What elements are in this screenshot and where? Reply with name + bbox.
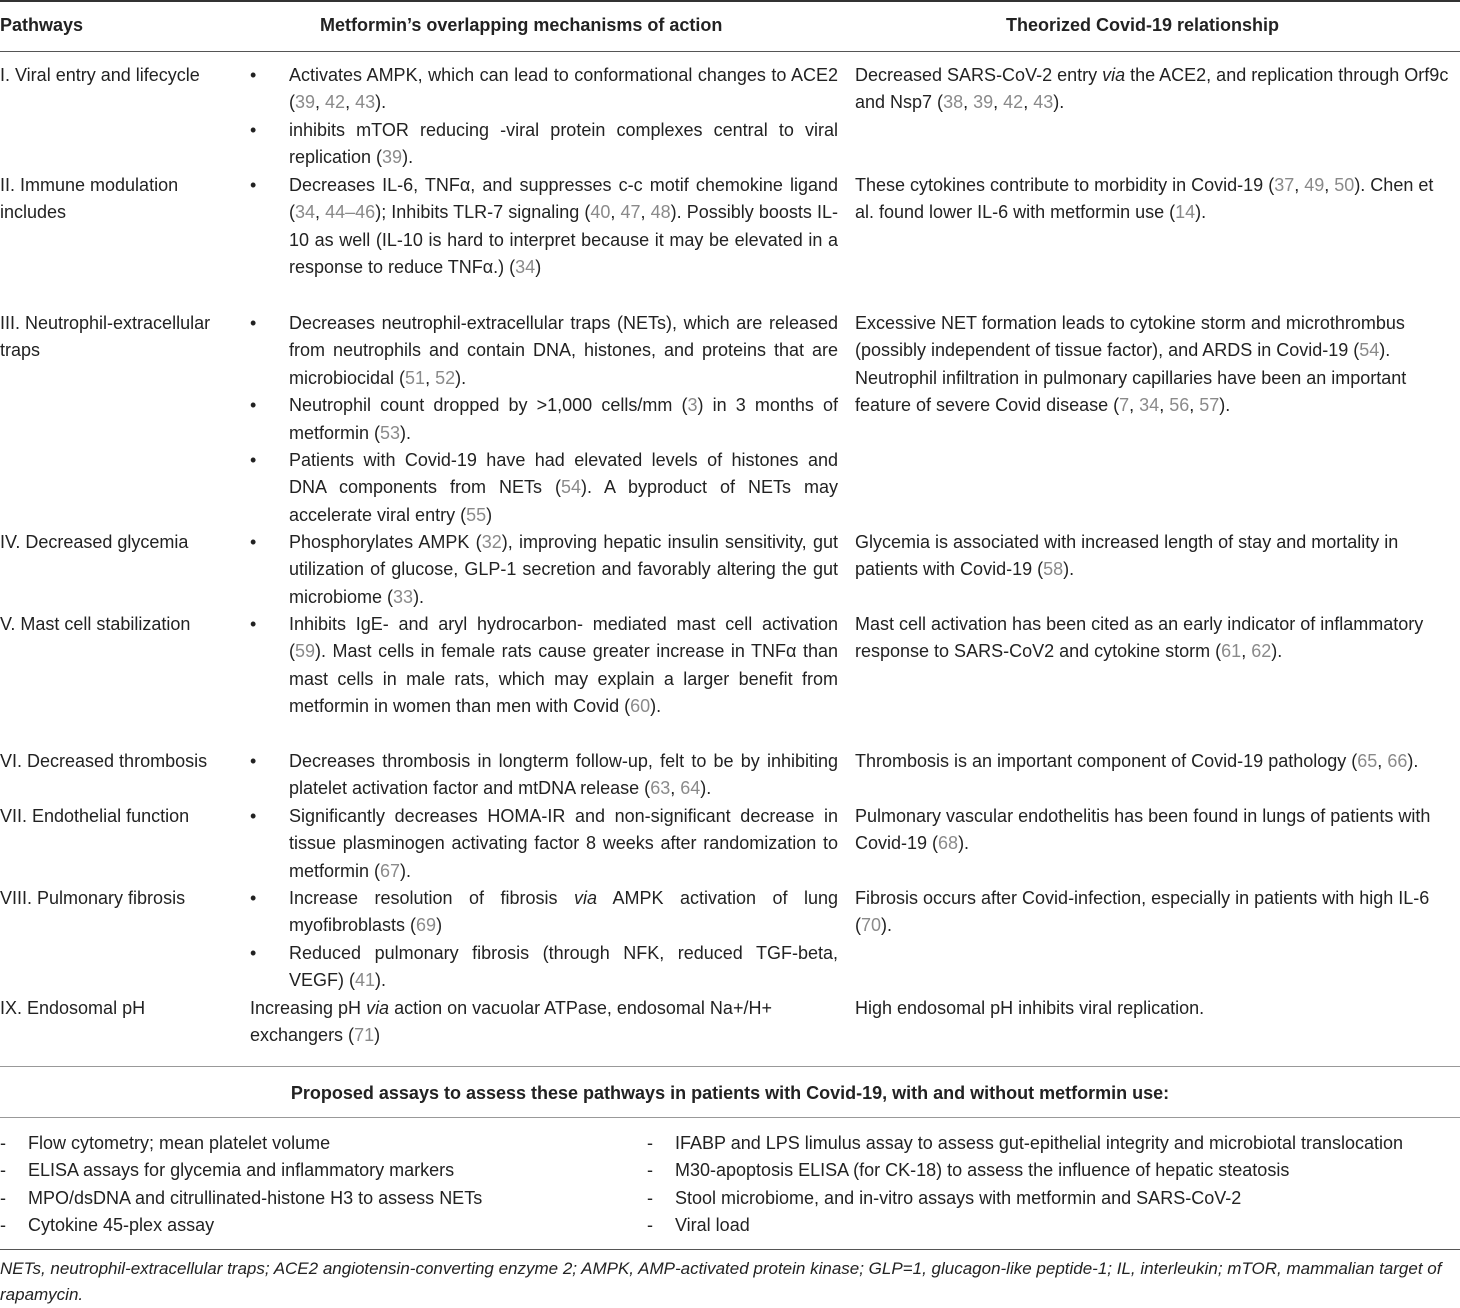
assay-label: MPO/dsDNA and citrullinated-histone H3 to assess NETs <box>28 1187 483 1208</box>
text-run: ). <box>958 833 970 854</box>
text-run: , <box>425 367 436 388</box>
text-run: , <box>1159 395 1170 416</box>
reference-number[interactable]: 39 <box>382 147 403 168</box>
reference-number[interactable]: 51 <box>405 367 426 388</box>
mechanism-cell <box>250 62 838 172</box>
mechanism-cell <box>250 310 838 529</box>
reference-number[interactable]: 50 <box>1334 175 1355 195</box>
text-run: ). Possibly boosts IL-10 as well (IL-10 is hard to interpret because it may be elevated in a response to reduce TNFα.) ( <box>289 202 838 278</box>
dash-icon: - <box>647 1160 653 1181</box>
text-run: Neutrophil count dropped by >1,000 cells/mm ( <box>289 395 688 416</box>
header-covid: Theorized Covid-19 relationship <box>1006 15 1280 35</box>
reference-number[interactable]: 39 <box>295 92 316 113</box>
text-run: Inhibits IgE- and aryl hydrocarbon- mediated mast cell activation ( <box>289 614 838 662</box>
reference-number[interactable]: 43 <box>355 92 376 113</box>
text-run: ). Mast cells in female rats cause greater increase in TNFα than mast cells in male rats, which may explain a larger benefit from metformin in women than men with Covid ( <box>289 641 838 717</box>
assay-label: M30-apoptosis ELISA (for CK-18) to assess the influence of hepatic steatosis <box>675 1160 1290 1181</box>
reference-number[interactable]: 59 <box>295 641 316 662</box>
proposed-assays-title: Proposed assays to assess these pathways in patients with Covid-19, with and without metformin use: <box>290 1083 1170 1103</box>
reference-number[interactable]: 71 <box>354 1025 375 1046</box>
reference-number[interactable]: 54 <box>560 477 582 498</box>
reference-number[interactable]: 34 <box>515 257 536 278</box>
text-run: , <box>1324 175 1335 195</box>
table-footnote: NETs, neutrophil-extracellular traps; ACE2 angiotensin-converting enzyme 2; AMPK, AMP-activated protein kinase; GLP=1, glucagon-like peptide-1; IL, interleukin; mTOR, mammalian target of rapamycin. <box>0 1259 1442 1304</box>
text-run: ). <box>1407 751 1419 771</box>
reference-number[interactable]: 37 <box>1274 175 1295 195</box>
assay-item <box>647 1130 1403 1157</box>
assay-label: ELISA assays for glycemia and inflammatory markers <box>28 1160 455 1181</box>
text-run: , <box>315 92 326 113</box>
mechanism-cell <box>250 611 838 721</box>
text-run: , <box>640 202 651 223</box>
reference-number[interactable]: 39 <box>973 92 994 113</box>
text-run: ). Chen et al. found lower IL-6 with metformin use ( <box>855 175 1434 223</box>
reference-number[interactable]: 52 <box>435 367 456 388</box>
text-run: action on vacuolar ATPase, endosomal Na+/H+ exchangers ( <box>250 998 772 1046</box>
dash-icon: - <box>647 1187 653 1208</box>
reference-number[interactable]: 60 <box>630 696 651 717</box>
mechanism-cell <box>250 803 838 885</box>
dash-icon: - <box>0 1133 6 1153</box>
covid-relationship-cell <box>855 62 1450 117</box>
text-run: ). <box>1195 202 1207 223</box>
text-run: ). <box>1271 641 1283 662</box>
assay-item <box>0 1130 482 1157</box>
text-run: AMPK activation of lung myofibroblasts ( <box>289 888 838 936</box>
reference-number[interactable]: 48 <box>650 202 671 223</box>
reference-number[interactable]: 54 <box>1359 340 1380 361</box>
text-run: ). <box>402 147 414 168</box>
mechanism-bullet <box>250 748 838 803</box>
reference-number[interactable]: 47 <box>620 202 641 223</box>
mechanism-bullet <box>250 62 838 117</box>
reference-number[interactable]: 32 <box>481 532 502 552</box>
text-run: , <box>345 92 356 113</box>
bullet-icon: • <box>250 806 257 826</box>
mechanism-bullet <box>250 117 838 172</box>
text-run: ). Neutrophil infiltration in pulmonary capillaries have been an important feature of severe Covid disease ( <box>855 340 1407 416</box>
pathway-cell: II. Immune modulation includes <box>0 175 179 223</box>
mechanism-bullet <box>250 940 838 995</box>
text-run: Phosphorylates AMPK ( <box>289 532 482 552</box>
text-run: , <box>670 778 681 799</box>
bullet-icon: • <box>250 175 257 195</box>
text-run: , <box>1023 92 1034 113</box>
text-run: Fibrosis occurs after Covid-infection, especially in patients with high IL-6 ( <box>855 888 1430 936</box>
dash-icon: - <box>647 1215 653 1236</box>
bullet-icon: • <box>250 888 257 908</box>
covid-relationship-cell <box>855 529 1450 584</box>
text-run: , <box>963 92 974 113</box>
reference-number[interactable]: 42 <box>325 92 346 113</box>
text-run: Decreases thrombosis in longterm follow-up, felt to be by inhibiting platelet activation factor and mtDNA release ( <box>289 751 838 799</box>
reference-number[interactable]: 34 <box>1139 395 1160 416</box>
mechanism-bullet <box>250 803 838 885</box>
reference-number[interactable]: 53 <box>380 422 401 443</box>
reference-number[interactable]: 56 <box>1169 395 1190 416</box>
reference-number[interactable]: 34 <box>295 202 316 223</box>
reference-number[interactable]: 40 <box>590 202 611 223</box>
bullet-icon: • <box>250 532 257 552</box>
text-run: ). <box>700 778 712 799</box>
text-run: Mast cell activation has been cited as an early indicator of inflammatory response to SARS-CoV2 and cytokine storm ( <box>855 614 1424 662</box>
assay-label: Viral load <box>675 1215 750 1236</box>
text-run: ) <box>436 915 443 936</box>
text-run: , <box>1377 751 1388 771</box>
text-run: ) <box>535 257 542 278</box>
text-run: ); Inhibits TLR-7 signaling ( <box>375 202 591 223</box>
pathway-cell: I. Viral entry and lifecycle <box>0 65 200 85</box>
dash-icon: - <box>0 1160 6 1181</box>
reference-number[interactable]: 43 <box>1033 92 1054 113</box>
assay-item <box>647 1212 1403 1239</box>
mechanism-bullet <box>250 172 838 282</box>
text-run: ). <box>881 915 893 936</box>
bullet-icon: • <box>250 614 257 634</box>
dash-icon: - <box>0 1215 6 1236</box>
reference-number[interactable]: 68 <box>938 833 959 854</box>
text-run: inhibits mTOR reducing -viral protein complexes central to viral replication ( <box>289 119 838 168</box>
text-run: ) in 3 months of metformin ( <box>289 395 838 443</box>
pathway-cell: IX. Endosomal pH <box>0 998 146 1018</box>
reference-number[interactable]: 69 <box>416 915 437 936</box>
mechanism-cell <box>250 529 838 611</box>
text-run: Pulmonary vascular endothelitis has been found in lungs of patients with Covid-19 ( <box>855 806 1431 854</box>
covid-relationship-cell <box>855 172 1450 227</box>
mechanism-bullet <box>250 885 838 940</box>
bullet-icon: • <box>250 751 257 771</box>
italic-term: via <box>366 998 390 1018</box>
reference-number[interactable]: 14 <box>1175 202 1196 223</box>
text-run: ). <box>1053 92 1065 113</box>
pathway-cell: IV. Decreased glycemia <box>0 532 189 552</box>
assay-label: Stool microbiome, and in-vitro assays with metformin and SARS-CoV-2 <box>675 1187 1242 1208</box>
pathway-cell: VI. Decreased thrombosis <box>0 751 208 771</box>
reference-number[interactable]: 66 <box>1387 751 1408 771</box>
text-run: Increasing pH <box>250 998 367 1018</box>
reference-number[interactable]: 3 <box>687 395 698 416</box>
mechanism-bullet <box>250 392 838 447</box>
text-run: ). <box>1063 559 1075 580</box>
reference-number[interactable]: 65 <box>1357 751 1378 771</box>
text-run: , <box>1189 395 1200 416</box>
covid-relationship-cell <box>855 748 1450 775</box>
reference-number[interactable]: 58 <box>1043 559 1064 580</box>
assay-item <box>0 1212 482 1239</box>
reference-number[interactable]: 61 <box>1221 641 1242 662</box>
text-run: , <box>1241 641 1252 662</box>
top-rule <box>0 0 1460 2</box>
text-run: ). A byproduct of NETs may accelerate viral entry ( <box>289 477 838 525</box>
assay-list-left <box>0 1130 482 1240</box>
text-run: ). <box>400 860 412 881</box>
text-run: ) <box>486 504 493 525</box>
mechanism-bullet <box>250 529 838 611</box>
header-mechanisms: Metformin’s overlapping mechanisms of action <box>320 15 723 35</box>
pathway-cell: V. Mast cell stabilization <box>0 614 191 634</box>
text-run: , <box>993 92 1004 113</box>
mechanism-bullet <box>250 310 838 392</box>
mechanism-bullet <box>250 447 838 529</box>
text-run: These cytokines contribute to morbidity in Covid-19 ( <box>855 175 1275 195</box>
reference-number[interactable]: 70 <box>861 915 882 936</box>
footer-rule <box>0 1249 1460 1250</box>
bullet-icon: • <box>250 65 257 85</box>
reference-number[interactable]: 49 <box>1304 175 1325 195</box>
mechanism-text <box>250 995 838 1050</box>
text-run: Activates AMPK, which can lead to conformational changes to ACE2 ( <box>289 65 838 113</box>
reference-number[interactable]: 62 <box>1251 641 1272 662</box>
mechanism-cell <box>250 748 838 803</box>
bullet-icon: • <box>250 942 257 963</box>
assay-item <box>647 1185 1403 1212</box>
text-run: Reduced pulmonary fibrosis (through NFK, reduced TGF-beta, VEGF) ( <box>289 942 838 991</box>
bullet-icon: • <box>250 119 257 140</box>
covid-relationship-cell <box>855 611 1450 666</box>
pathway-cell: VII. Endothelial function <box>0 806 190 826</box>
assay-item <box>0 1185 482 1212</box>
text-run: ). <box>375 970 387 991</box>
text-run: Decreased SARS-CoV-2 entry <box>855 65 1103 85</box>
text-run: ), improving hepatic insulin sensitivity, gut utilization of glucose, GLP-1 secretion and favorably altering the gut microbiome ( <box>289 532 839 607</box>
header-rule <box>0 51 1460 52</box>
mechanism-cell <box>250 885 838 995</box>
text-run: Decreases IL-6, TNFα, and suppresses c-c motif chemokine ligand ( <box>289 175 838 223</box>
text-run: Excessive NET formation leads to cytokine storm and microthrombus (possibly independent of tissue factor), and ARDS in Covid-19 ( <box>855 313 1405 361</box>
assay-label: Cytokine 45-plex assay <box>28 1215 215 1236</box>
bullet-icon: • <box>250 450 257 471</box>
text-run: Decreases neutrophil-extracellular traps (NETs), which are released from neutrophils and contain DNA, histones, and proteins that are microbiocidal ( <box>289 313 838 388</box>
text-run: , <box>1294 175 1305 195</box>
text-run: Increase resolution of fibrosis <box>289 888 574 908</box>
assay-list-right <box>647 1130 1403 1240</box>
header-pathways: Pathways <box>0 15 84 35</box>
italic-term: via <box>1102 65 1126 85</box>
reference-number[interactable]: 42 <box>1003 92 1024 113</box>
text-run: ) <box>374 1025 381 1046</box>
reference-number[interactable]: 64 <box>680 778 701 799</box>
reference-number[interactable]: 7 <box>1119 395 1130 416</box>
text-run: Patients with Covid-19 have had elevated levels of histones and DNA components from NETs ( <box>289 450 838 498</box>
assay-label: IFABP and LPS limulus assay to assess gut-epithelial integrity and microbiotal translocation <box>675 1133 1404 1153</box>
mechanism-cell <box>250 172 838 282</box>
covid-relationship-cell <box>855 310 1450 420</box>
pathway-cell: VIII. Pulmonary fibrosis <box>0 888 186 908</box>
text-run: High endosomal pH inhibits viral replication. <box>855 998 1205 1018</box>
text-run: Glycemia is associated with increased length of stay and mortality in patients with Covid-19 ( <box>855 532 1399 580</box>
reference-number[interactable]: 67 <box>380 860 401 881</box>
pathway-cell: III. Neutrophil-extracellular traps <box>0 313 211 361</box>
reference-number[interactable]: 57 <box>1199 395 1220 416</box>
section-rule <box>0 1117 1460 1118</box>
reference-number[interactable]: 55 <box>466 504 487 525</box>
bullet-icon: • <box>250 395 257 416</box>
reference-number[interactable]: 63 <box>650 778 671 799</box>
text-run: Significantly decreases HOMA-IR and non-significant decrease in tissue plasminogen activating factor 8 weeks after randomization to metformin ( <box>289 806 838 881</box>
bullet-icon: • <box>250 313 257 333</box>
covid-relationship-cell <box>855 803 1450 858</box>
mechanism-cell <box>250 995 838 1050</box>
text-run: ). <box>375 92 387 113</box>
text-run: ). <box>413 586 425 607</box>
text-run: the ACE2, and replication through Orf9c and Nsp7 ( <box>855 65 1449 113</box>
covid-relationship-cell <box>855 885 1450 940</box>
dash-icon: - <box>647 1133 653 1153</box>
text-run: ). <box>650 696 662 717</box>
text-run: ). <box>455 367 467 388</box>
reference-number[interactable]: 41 <box>355 970 376 991</box>
text-run: Thrombosis is an important component of Covid-19 pathology ( <box>855 751 1358 771</box>
text-run: ). <box>400 422 412 443</box>
text-run: ). <box>1219 395 1231 416</box>
assay-label: Flow cytometry; mean platelet volume <box>28 1133 331 1153</box>
section-rule <box>0 1066 1460 1067</box>
assay-item <box>647 1157 1403 1184</box>
mechanism-bullet <box>250 611 838 721</box>
text-run: , <box>610 202 621 223</box>
assay-item <box>0 1157 482 1184</box>
covid-relationship-cell <box>855 995 1450 1022</box>
text-run: , <box>315 202 326 223</box>
text-run: , <box>1129 395 1140 416</box>
italic-term: via <box>574 888 598 908</box>
reference-number[interactable]: 38 <box>943 92 964 113</box>
reference-number[interactable]: 33 <box>393 586 414 607</box>
dash-icon: - <box>0 1187 6 1208</box>
reference-number[interactable]: 44–46 <box>325 202 376 223</box>
